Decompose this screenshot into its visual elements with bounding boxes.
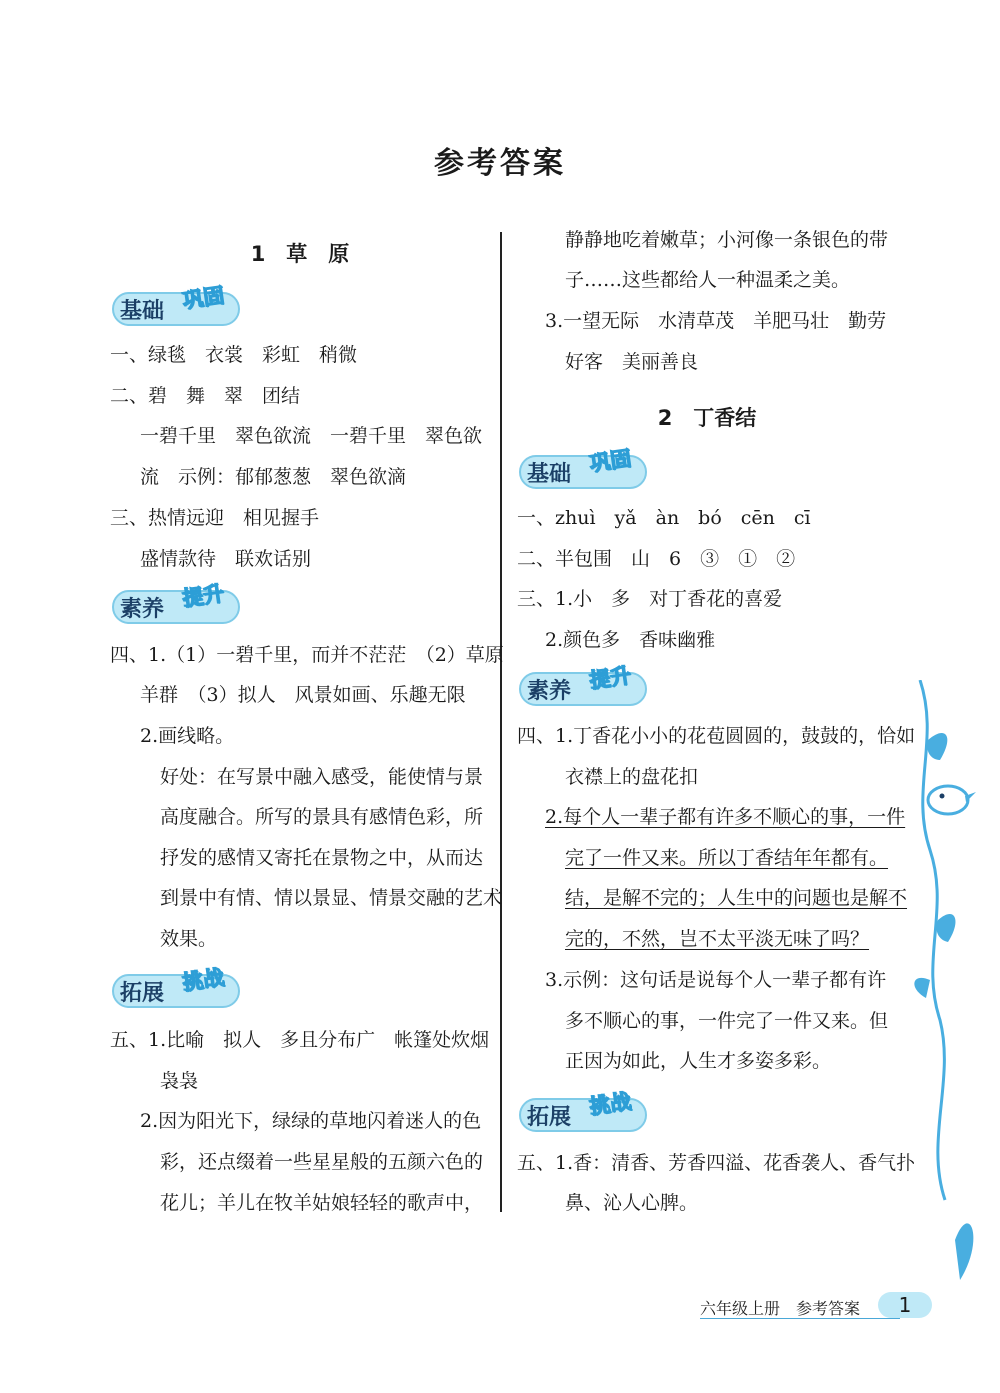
answer-line: 三、热情远迎 相见握手 — [110, 507, 320, 529]
footer-rule — [700, 1318, 900, 1319]
footer-label: 六年级上册 参考答案 — [700, 1299, 861, 1318]
badge-main: 基础 — [527, 462, 572, 487]
answer-line: 2.画线略。 — [140, 725, 235, 747]
answer-line: 3.一望无际 水清草茂 羊肥马壮 勤劳 — [545, 310, 887, 332]
answer-line: 好客 美丽善良 — [565, 351, 699, 373]
answer-line: 高度融合。所写的景具有感情色彩，所 — [160, 806, 484, 828]
answer-line: 2.颜色多 香味幽雅 — [545, 629, 716, 651]
answer-line: 四、1.（1）一碧千里，而并不茫茫 （2）草原 — [110, 644, 504, 666]
badge-main: 拓展 — [120, 981, 165, 1006]
answer-line: 2.因为阳光下，绿绿的草地闪着迷人的色 — [140, 1110, 482, 1132]
answer-line: 效果。 — [160, 928, 218, 950]
badge-sub: 巩固 — [180, 283, 226, 313]
answer-line: 鼻、沁人心脾。 — [565, 1192, 699, 1214]
underlined-line: 完了一件又来。所以丁香结年年都有。 — [565, 847, 889, 869]
answer-line: 静静地吃着嫩草；小河像一条银色的带 — [565, 229, 889, 251]
answer-line: 3.示例：这句话是说每个人一辈子都有许 — [545, 969, 887, 991]
page-title: 参考答案 — [434, 146, 566, 181]
answer-line: 袅袅 — [160, 1070, 199, 1092]
badge-sub: 挑战 — [180, 965, 226, 995]
answer-line: 一碧千里 翠色欲流 一碧千里 翠色欲 — [140, 425, 483, 447]
answer-line: 好处：在写景中融入感受，能使情与景 — [160, 766, 484, 788]
answer-line — [545, 803, 905, 831]
answer-line: 花儿；羊儿在牧羊姑娘轻轻的歌声中， — [160, 1192, 484, 1214]
answer-line: 正因为如此，人生才多姿多彩。 — [565, 1050, 832, 1072]
badge-main: 拓展 — [527, 1105, 572, 1130]
badge-sub: 挑战 — [587, 1089, 633, 1119]
answer-line: 衣襟上的盘花扣 — [565, 766, 699, 788]
badge-extend — [110, 965, 244, 1014]
answer-line: 到景中有情、情以景显、情景交融的艺术 — [160, 887, 503, 909]
answer-line: 三、1.小 多 对丁香花的喜爱 — [517, 588, 783, 610]
underlined-line: 完的，不然，岂不太平淡无味了吗？ — [565, 928, 870, 950]
badge-basic — [517, 446, 651, 495]
badge-quality — [517, 663, 651, 712]
badge-main: 基础 — [120, 299, 165, 324]
answer-line: 流 示例：郁郁葱葱 翠色欲滴 — [140, 466, 407, 488]
badge-extend — [517, 1089, 651, 1138]
answer-line: 羊群 （3）拟人 风景如画、乐趣无限 — [140, 684, 466, 706]
badge-sub: 巩固 — [587, 446, 633, 476]
answer-line: 二、碧 舞 翠 团结 — [110, 385, 301, 407]
answer-line: 二、半包围 山 6 ③ ① ② — [517, 548, 796, 570]
answer-line: 抒发的感情又寄托在景物之中，从而达 — [160, 847, 484, 869]
answer-line: 一、绿毯 衣裳 彩虹 稍微 — [110, 344, 358, 366]
answer-line: 子……这些都给人一种温柔之美。 — [565, 269, 851, 291]
badge-sub: 提升 — [587, 663, 633, 693]
answer-line: 五、1.香：清香、芳香四溢、花香袭人、香气扑 — [517, 1152, 916, 1174]
badge-sub: 提升 — [180, 581, 226, 611]
underlined-line: 结，是解不完的；人生中的问题也是解不 — [565, 887, 908, 909]
section-title-dingxiangjie: 2 丁香结 — [657, 406, 757, 430]
answer-line: 五、1.比喻 拟人 多且分布广 帐篷处炊烟 — [110, 1029, 490, 1051]
answer-line: 一、zhuì yǎ àn bó cēn cī — [517, 507, 811, 529]
badge-main: 素养 — [527, 679, 572, 704]
underlined-text: 2.每个人一辈子都有许多不顺心的事，一件 — [545, 806, 906, 828]
answer-line: 盛情款待 联欢话别 — [140, 548, 312, 570]
answer-line: 四、1.丁香花小小的花苞圆圆的，鼓鼓的，恰如 — [517, 725, 916, 747]
column-divider — [500, 232, 502, 1212]
page-number: 1 — [878, 1292, 932, 1318]
badge-main: 素养 — [120, 597, 165, 622]
section-title-caoyuan: 1 草 原 — [250, 242, 350, 266]
answer-line: 多不顺心的事，一件完了一件又来。但 — [565, 1010, 889, 1032]
badge-basic — [110, 283, 244, 332]
answer-line: 彩，还点缀着一些星星般的五颜六色的 — [160, 1151, 484, 1173]
badge-quality — [110, 581, 244, 630]
vine-decoration-icon — [900, 680, 990, 1300]
